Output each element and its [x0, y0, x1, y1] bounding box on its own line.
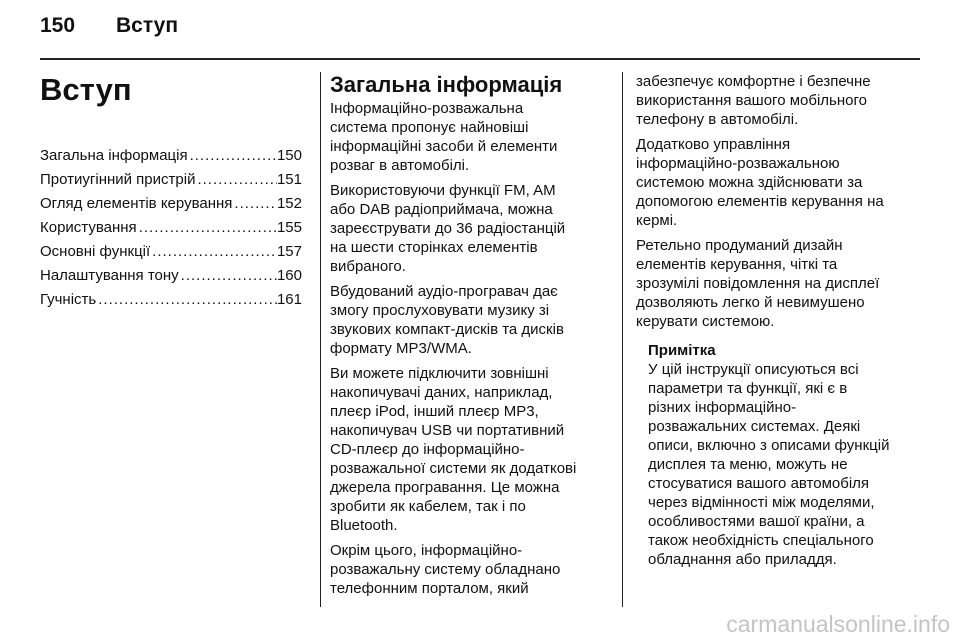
toc-leader-dots	[96, 288, 277, 312]
text-line: обладнання або приладдя.	[648, 551, 837, 568]
text-line: також необхідність спеціального	[648, 532, 874, 549]
toc-leader-dots	[232, 192, 277, 216]
text-line: дисплея та меню, можуть не	[648, 456, 848, 473]
text-line: інформаційні засоби й елементи	[330, 138, 558, 155]
text-line: У цій інструкції описуються всі	[648, 361, 859, 378]
text-line: розважальної системи як додаткові	[330, 460, 577, 477]
table-of-contents	[40, 144, 302, 312]
text-line: система пропонує найновіші	[330, 119, 529, 136]
toc-entry[interactable]	[40, 216, 302, 240]
text-line: параметри та функції, які є в	[648, 380, 848, 397]
text-line: телефону в автомобілі.	[636, 111, 799, 128]
text-line: Інформаційно-розважальна	[330, 100, 524, 117]
text-line: Ви можете підключити зовнішні	[330, 365, 549, 382]
toc-entry-page: 157	[276, 243, 302, 260]
text-line: накопичувач USB чи портативний	[330, 422, 565, 439]
toc-entry-label: Основні функції	[40, 243, 151, 260]
text-line: змогу прослуховувати музику зі	[330, 302, 550, 319]
toc-entry-page: 151	[276, 171, 302, 188]
page-number: 150	[40, 14, 76, 37]
text-line: системою можна здійснювати за	[636, 174, 863, 191]
toc-entry[interactable]	[40, 144, 302, 168]
header-rule	[40, 58, 920, 60]
text-line: Окрім цього, інформаційно-	[330, 542, 523, 559]
toc-leader-dots	[150, 240, 277, 264]
text-line: дозволяють легко й невимушено	[636, 294, 865, 311]
toc-leader-dots	[188, 144, 277, 168]
text-line: вибраного.	[330, 258, 406, 275]
right-column	[636, 72, 906, 575]
text-line: джерела програвання. Це можна	[330, 479, 560, 496]
text-line: розважальних системах. Деякі	[648, 418, 861, 435]
text-line: керувати системою.	[636, 313, 775, 330]
text-line: через відмінності між моделями,	[648, 494, 875, 511]
text-line: або DAB радіоприймача, можна	[330, 201, 553, 218]
text-line: стосуватися вашого автомобіля	[648, 475, 870, 492]
text-line: формату MP3/WMA.	[330, 340, 472, 357]
text-line: звукових компакт-дисків та дисків	[330, 321, 564, 338]
chapter-title: Вступ	[40, 72, 132, 107]
note-text	[648, 360, 906, 569]
paragraph-phone-portal	[330, 541, 604, 598]
text-line: різних інформаційно-	[648, 399, 797, 416]
toc-entry[interactable]	[40, 264, 302, 288]
text-line: розважальну систему обладнано	[330, 561, 561, 578]
text-line: кермі.	[636, 212, 678, 229]
paragraph-design	[636, 236, 906, 331]
text-line: на шести сторінках елементів	[330, 239, 538, 256]
section-heading: Загальна інформація	[330, 72, 563, 97]
column-divider-left	[320, 72, 321, 607]
paragraph-steering-controls	[636, 135, 906, 230]
toc-entry-page: 160	[276, 267, 302, 284]
text-line: особливостями вашої країни, а	[648, 513, 865, 530]
toc-entry-page: 150	[276, 147, 302, 164]
text-line: зареєструвати до 36 радіостанцій	[330, 220, 566, 237]
toc-leader-dots	[137, 216, 277, 240]
text-line: використання вашого мобільного	[636, 92, 867, 109]
paragraph-audio-player	[330, 282, 604, 358]
text-line: Bluetooth.	[330, 517, 398, 534]
toc-entry[interactable]	[40, 240, 302, 264]
text-line: описи, включно з описами функцій	[648, 437, 890, 454]
text-line: Вбудований аудіо-програвач дає	[330, 283, 558, 300]
toc-entry-label: Огляд елементів керування	[40, 195, 233, 212]
text-line: розваг в автомобілі.	[330, 157, 470, 174]
middle-column	[330, 72, 604, 604]
text-line: зрозумілі повідомлення на дисплеї	[636, 275, 880, 292]
toc-entry-page: 155	[276, 219, 302, 236]
text-line: накопичувачі даних, наприклад,	[330, 384, 553, 401]
note-block	[648, 341, 906, 569]
text-line: допомогою елементів керування на	[636, 193, 884, 210]
toc-entry-label: Налаштування тону	[40, 267, 179, 284]
text-line: Ретельно продуманий дизайн	[636, 237, 843, 254]
toc-leader-dots	[195, 168, 277, 192]
toc-entry-page: 152	[276, 195, 302, 212]
watermark: carmanualsonline.info	[726, 611, 950, 637]
toc-entry[interactable]	[40, 288, 302, 312]
toc-entry-label: Протиугінний пристрій	[40, 171, 196, 188]
text-line: телефонним порталом, який	[330, 580, 529, 597]
text-line: плеєр iPod, інший плеєр MP3,	[330, 403, 539, 420]
left-column	[40, 72, 302, 312]
toc-entry-label: Користування	[40, 219, 137, 236]
toc-entry-label: Гучність	[40, 291, 97, 308]
paragraph-radio	[330, 181, 604, 276]
toc-entry-label: Загальна інформація	[40, 147, 188, 164]
toc-entry[interactable]	[40, 192, 302, 216]
paragraph-phone-continued	[636, 72, 906, 129]
note-title: Примітка	[648, 342, 716, 359]
text-line: CD-плеєр до інформаційно-	[330, 441, 525, 458]
toc-entry[interactable]	[40, 168, 302, 192]
column-divider-right	[622, 72, 623, 607]
header-section-title: Вступ	[116, 14, 179, 37]
toc-leader-dots	[179, 264, 277, 288]
text-line: Використовуючи функції FM, AM	[330, 182, 556, 199]
text-line: елементів керування, чіткі та	[636, 256, 838, 273]
text-line: забезпечує комфортне і безпечне	[636, 73, 871, 90]
paragraph-external-devices	[330, 364, 604, 535]
paragraph-intro	[330, 99, 604, 175]
text-line: інформаційно-розважальною	[636, 155, 840, 172]
toc-entry-page: 161	[276, 291, 302, 308]
text-line: зробити як кабелем, так і по	[330, 498, 526, 515]
text-line: Додатково управління	[636, 136, 791, 153]
